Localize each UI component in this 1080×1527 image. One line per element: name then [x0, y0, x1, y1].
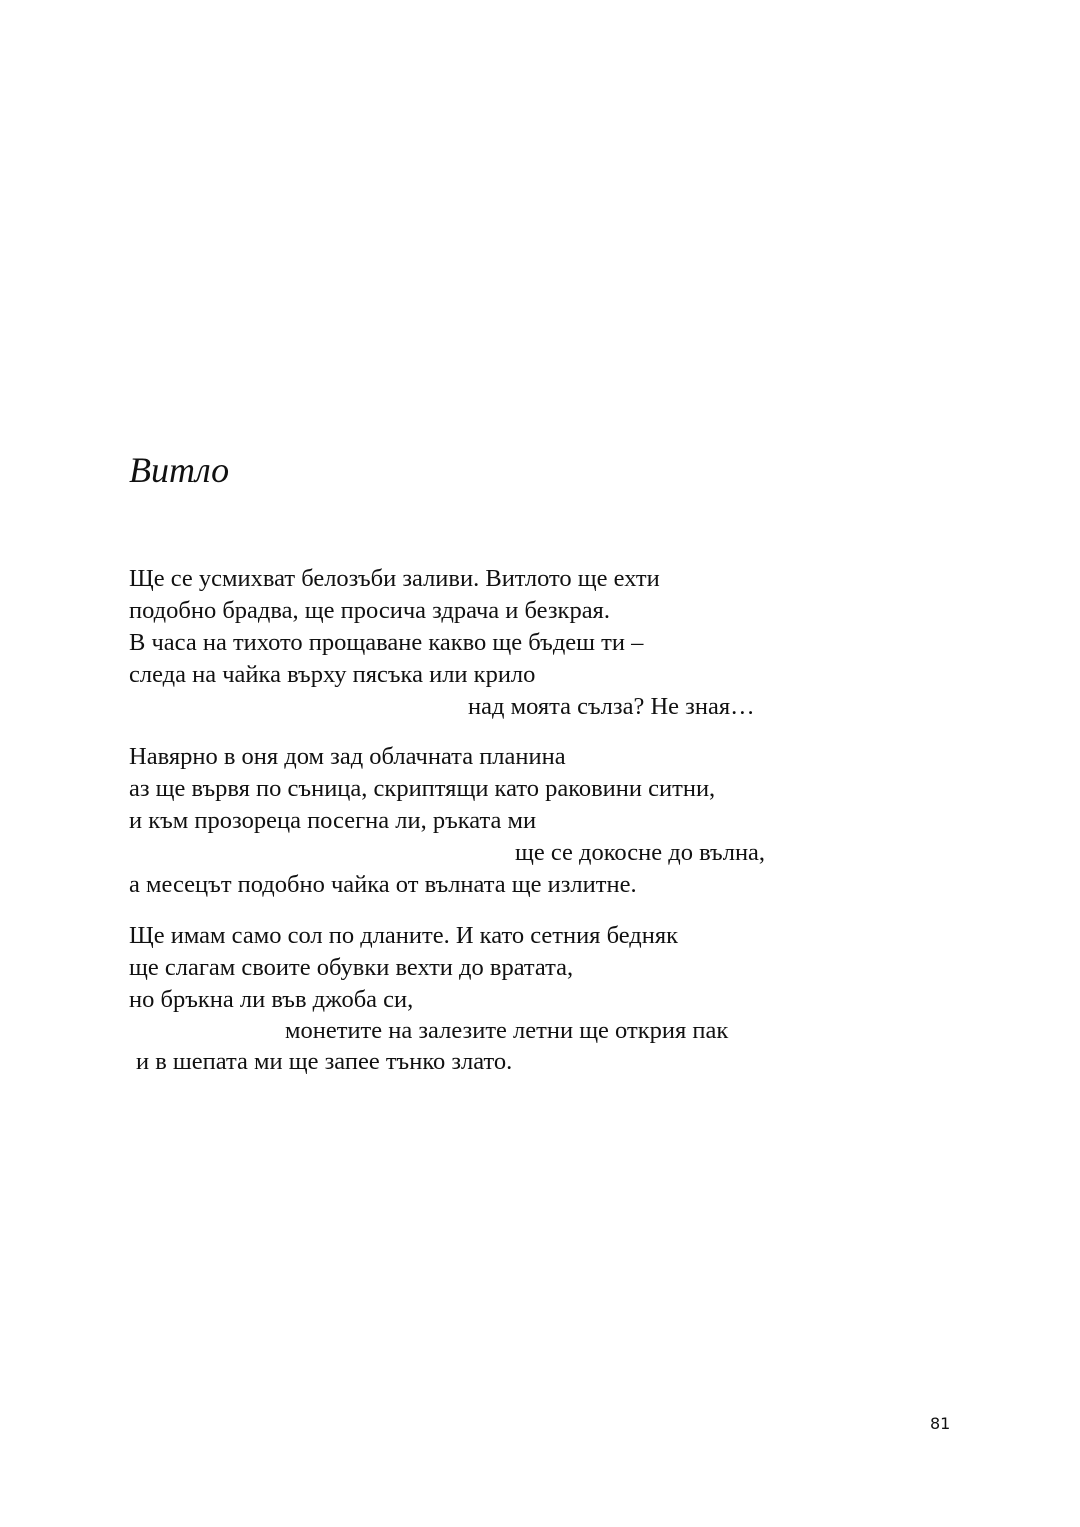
poem-line: над моята сълза? Не зная… [468, 693, 755, 720]
poem-line: Ще имам само сол по дланите. И като сетния бедняк [129, 922, 679, 949]
poem-line: а месецът подобно чайка от вълната ще излитне. [129, 871, 637, 898]
poem-line: Навярно в оня дом зад облачната планина [129, 743, 566, 770]
poem-line: но бръкна ли във джоба си, [129, 986, 414, 1013]
poem-line: подобно брадва, ще просича здрача и безкрая. [129, 597, 610, 624]
page-number: 81 [930, 1414, 951, 1433]
poem-line: ще слагам своите обувки вехти до вратата, [129, 954, 574, 981]
poem-line: аз ще вървя по съница, скриптящи като раковини ситни, [129, 775, 716, 802]
poem-line: и в шепата ми ще запее тънко злато. [136, 1048, 513, 1075]
poem-line: В часа на тихото прощаване какво ще бъдеш ти – [129, 629, 644, 656]
poem-line: монетите на залезите летни ще открия пак [285, 1017, 729, 1044]
poem-line: ще се докосне до вълна, [515, 839, 766, 866]
poem-line: следа на чайка върху пясъка или крило [129, 661, 536, 688]
poem-line: Ще се усмихват белозъби заливи. Витлото ще ехти [129, 565, 660, 592]
poem-line: и към прозореца посегна ли, ръката ми [129, 807, 537, 834]
poem-title: Витло [129, 450, 230, 490]
